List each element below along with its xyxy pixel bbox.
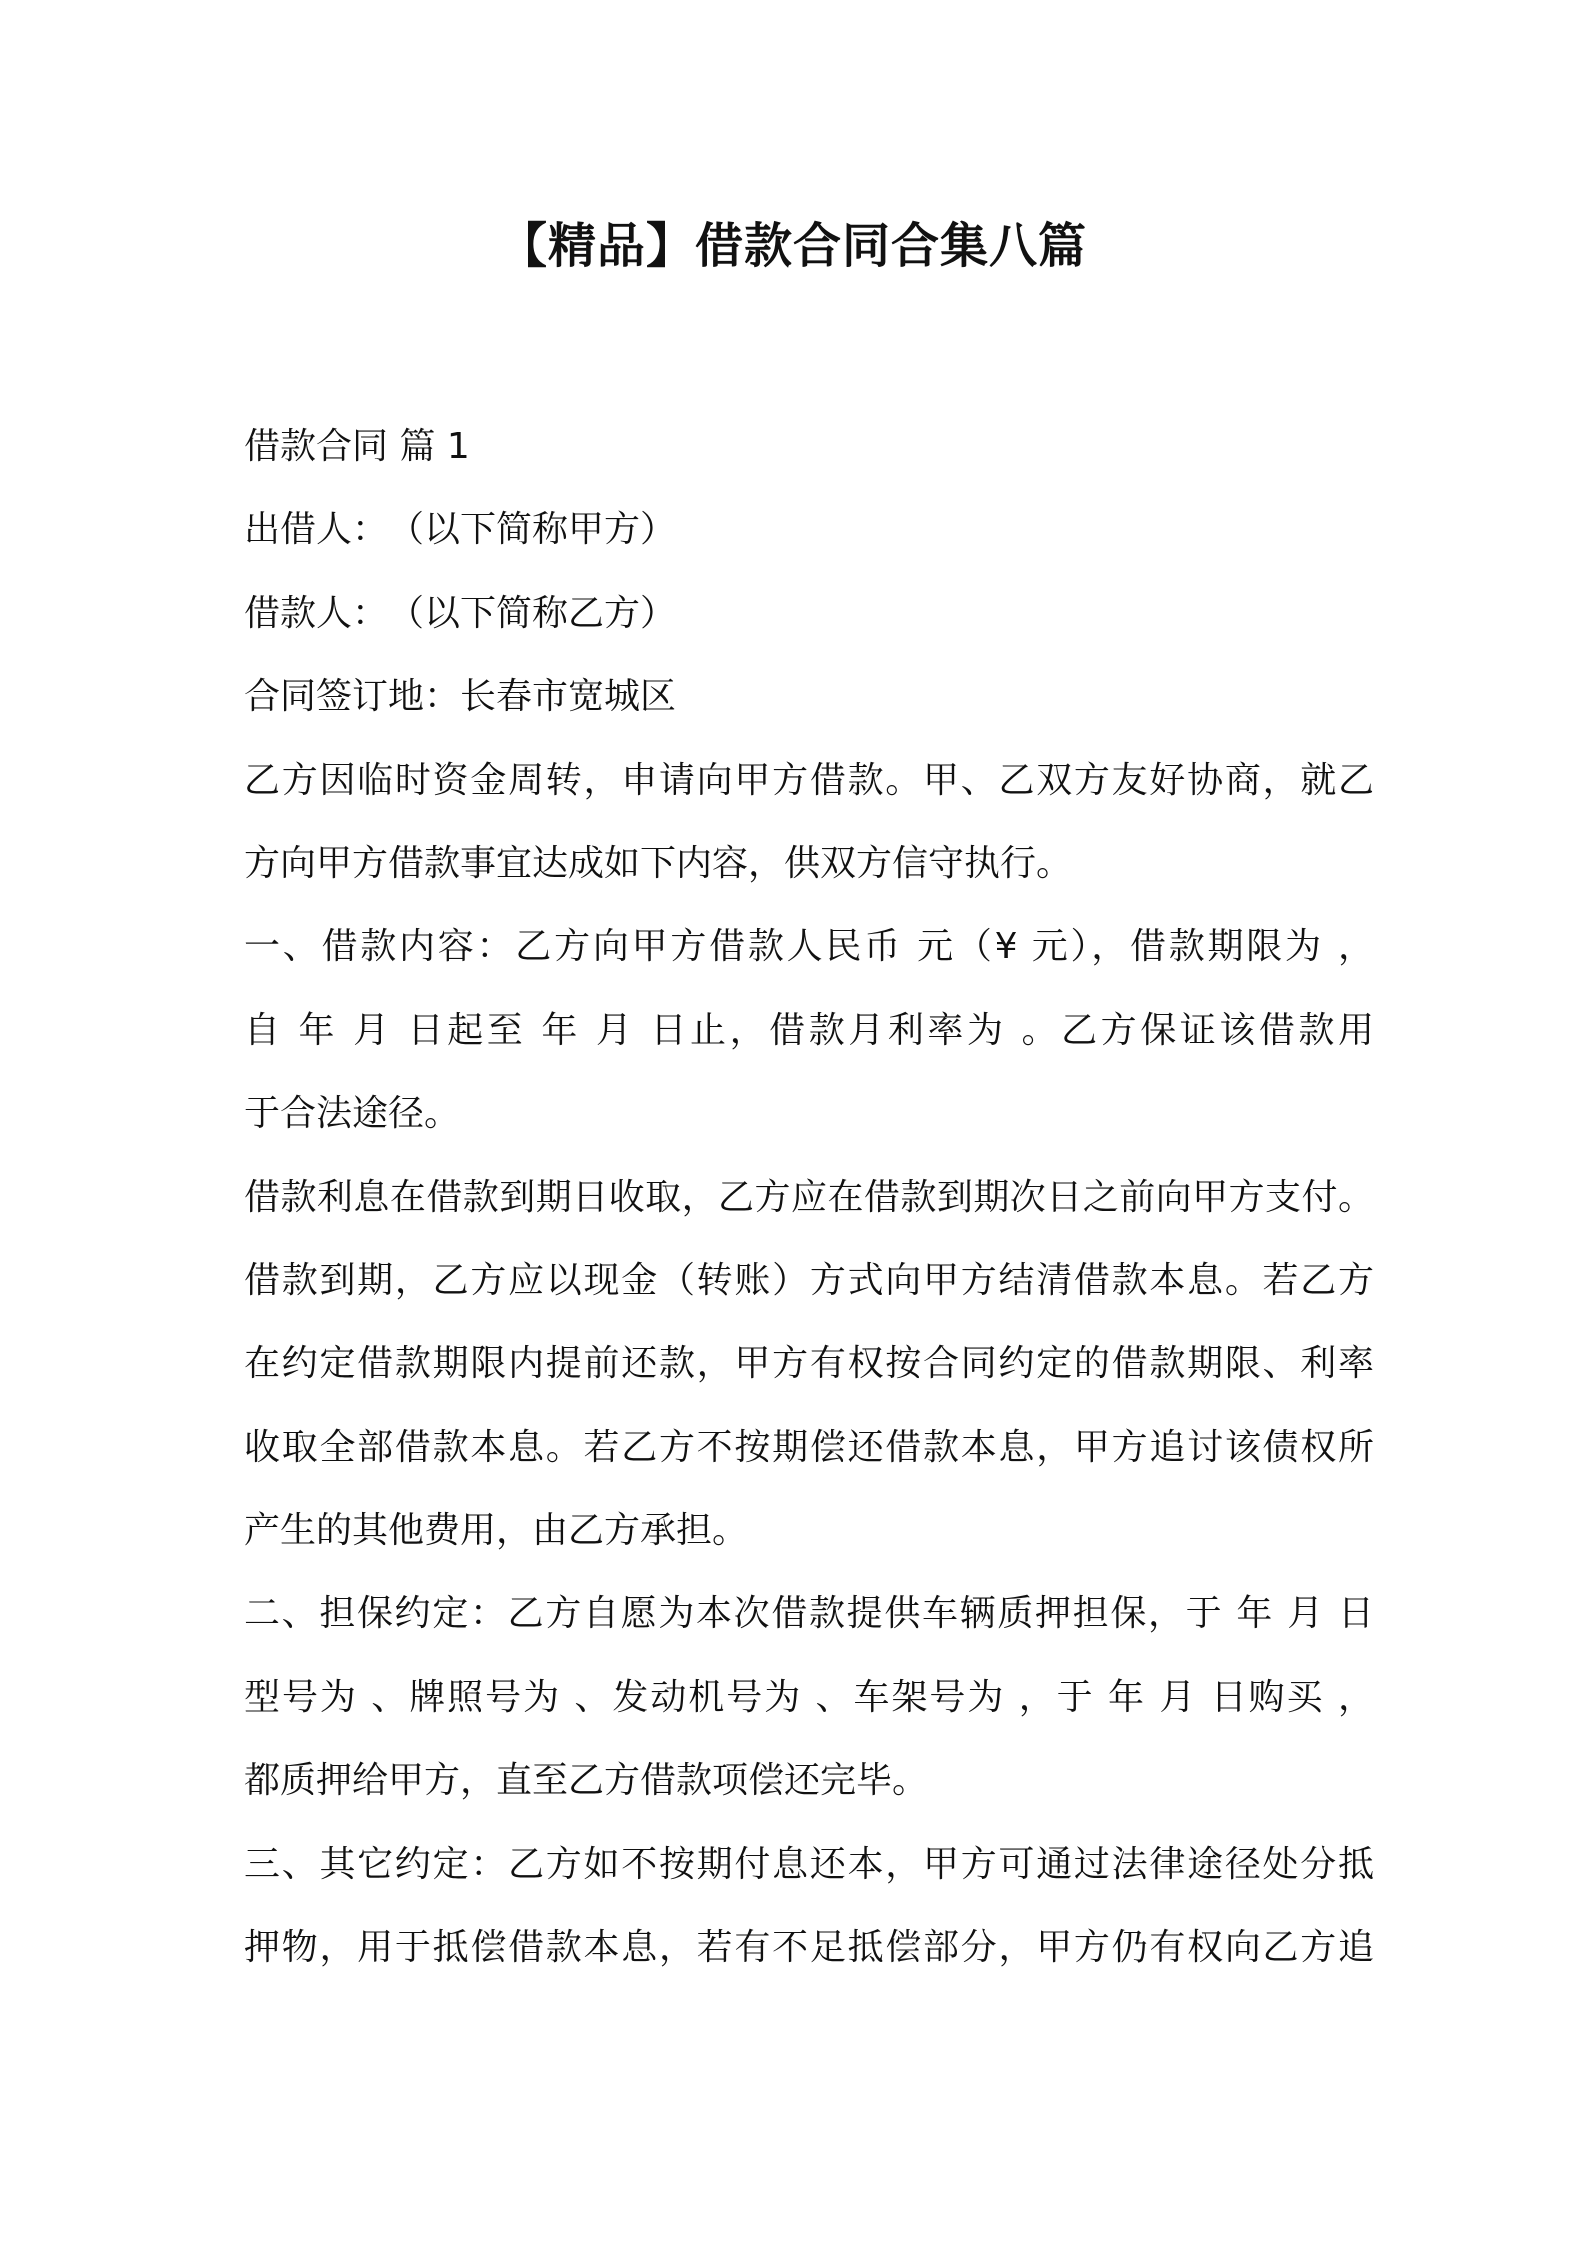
paragraph-line: 于合法途径。	[244, 1093, 461, 1135]
paragraph-line: 产生的其他费用，由乙方承担。	[244, 1510, 749, 1552]
lender-line: 出借人： （以下简称甲方）	[244, 509, 677, 551]
document-body	[244, 405, 1374, 1989]
paragraph-line: 一、借款内容：乙方向甲方借款人民币 元（¥ 元），借款期限为 ，	[244, 926, 1374, 968]
paragraph-line: 三、其它约定：乙方如不按期付息还本，甲方可通过法律途径处分抵	[244, 1843, 1374, 1885]
paragraph-line: 借款利息在借款到期日收取，乙方应在借款到期次日之前向甲方支付。	[244, 1176, 1374, 1218]
paragraph-line: 自 年 月 日起至 年 月 日止，借款月利率为 。乙方保证该借款用	[244, 1009, 1374, 1051]
paragraph-line: 借款到期，乙方应以现金（转账）方式向甲方结清借款本息。若乙方	[244, 1259, 1374, 1301]
borrower-line: 借款人： （以下简称乙方）	[244, 592, 677, 634]
paragraph-line: 型号为 、牌照号为 、发动机号为 、车架号为 ，于 年 月 日购买 ，	[244, 1676, 1374, 1718]
signing-place-line: 合同签订地：长春市宽城区	[244, 676, 677, 718]
document-title: 【精品】借款合同合集八篇	[498, 218, 1087, 274]
paragraph-line: 押物，用于抵偿借款本息，若有不足抵偿部分，甲方仍有权向乙方追	[244, 1927, 1374, 1969]
paragraph-line: 二、担保约定：乙方自愿为本次借款提供车辆质押担保，于 年 月 日	[244, 1593, 1374, 1635]
paragraph-line: 方向甲方借款事宜达成如下内容，供双方信守执行。	[244, 842, 1073, 884]
paragraph-line: 收取全部借款本息。若乙方不按期偿还借款本息，甲方追讨该债权所	[244, 1426, 1374, 1468]
section-heading: 借款合同 篇 1	[244, 426, 470, 467]
paragraph-line: 乙方因临时资金周转，申请向甲方借款。甲、乙双方友好协商，就乙	[244, 759, 1374, 801]
paragraph-line: 在约定借款期限内提前还款，甲方有权按合同约定的借款期限、利率	[244, 1343, 1374, 1385]
paragraph-line: 都质押给甲方，直至乙方借款项偿还完毕。	[244, 1760, 929, 1802]
